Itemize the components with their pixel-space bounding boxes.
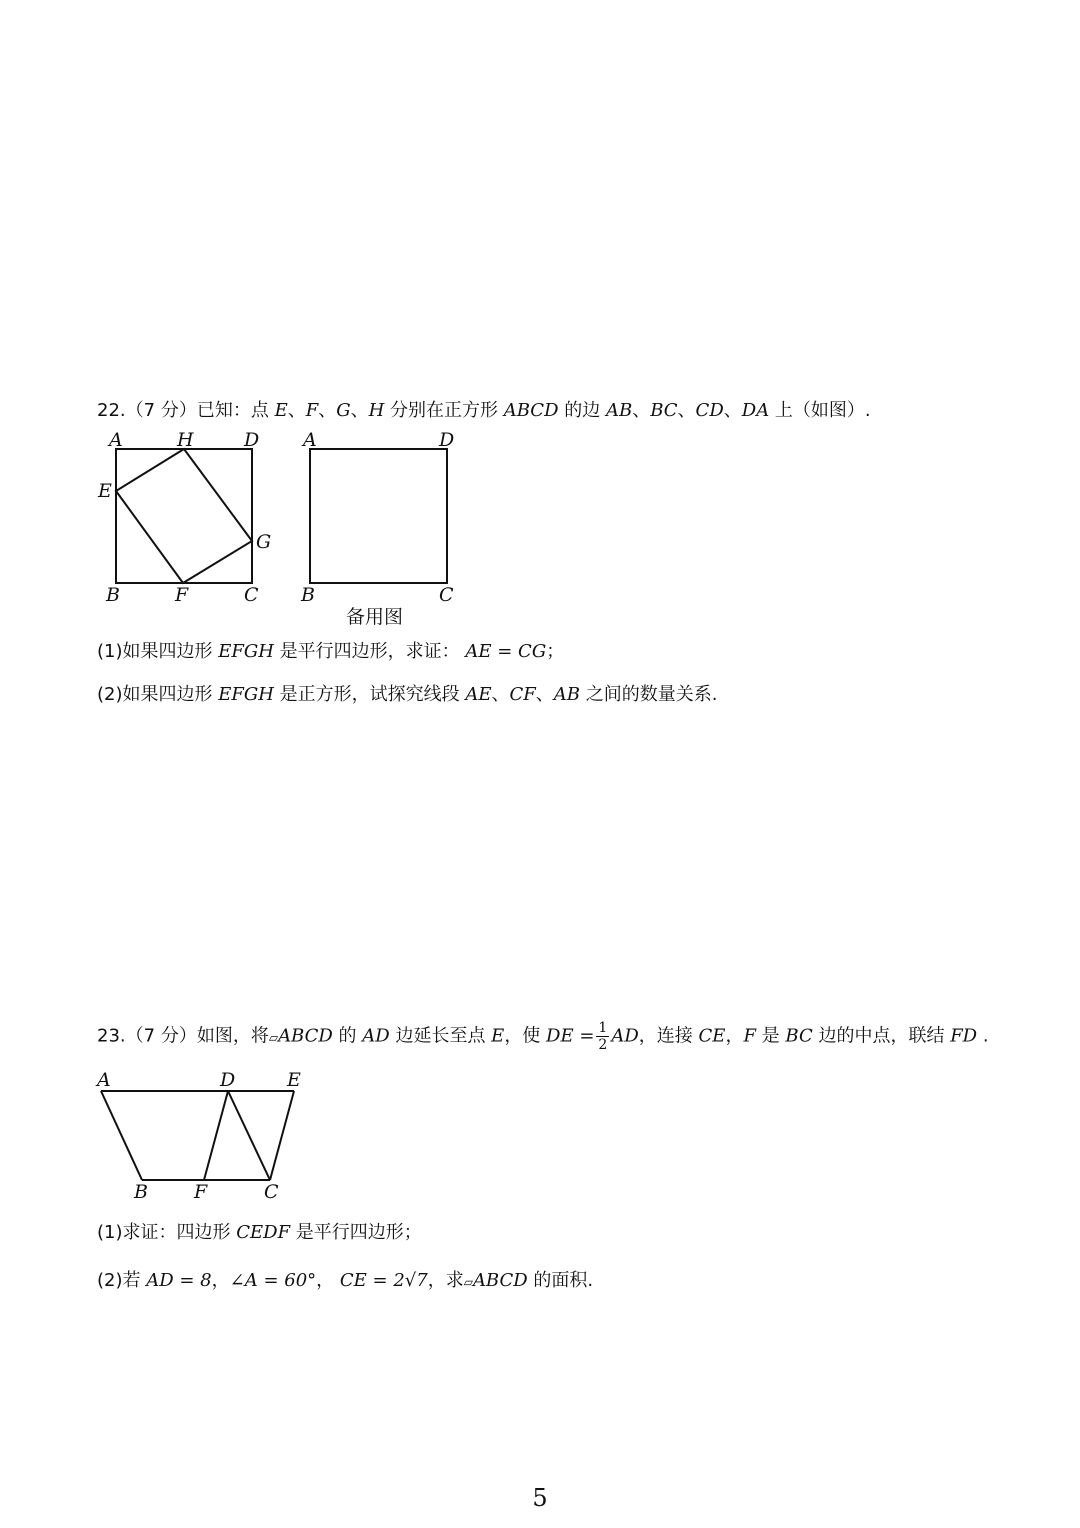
q23-part1: (1)求证：四边形 CEDF 是平行四边形；: [97, 1222, 422, 1243]
label-f: F: [175, 584, 189, 606]
segment-f-d: [204, 1091, 228, 1180]
square-abcd-backup: [310, 449, 447, 583]
label-b: B: [106, 584, 120, 606]
label-a: A: [109, 429, 123, 451]
q22-figure-backup: [290, 425, 470, 630]
q22-figure-main: [90, 425, 290, 610]
q23-part2: (2)若 AD = 8，∠A = 60°， CE = 2√7，求▱ABCD 的面积.: [97, 1270, 594, 1291]
q22-stem: 22.（7 分）已知：点 E、F、G、H 分别在正方形 ABCD 的边 AB、BC、CD、DA 上（如图）.: [97, 400, 871, 421]
segment-c-e: [270, 1091, 294, 1180]
label-e: E: [98, 480, 112, 502]
q22-part2: (2)如果四边形 EFGH 是正方形，试探究线段 AE、CF、AB 之间的数量关系.: [97, 684, 718, 705]
fraction-one-half: $\frac{1}{2}$: [598, 1020, 608, 1053]
q23-figure: [90, 1062, 320, 1207]
label-b: B: [134, 1181, 148, 1203]
page-number: 5: [532, 1484, 548, 1512]
parallelogram-symbol: ▱: [268, 1030, 279, 1045]
label-h: H: [177, 429, 194, 451]
label-e: E: [287, 1069, 301, 1091]
label-a: A: [303, 429, 317, 451]
label-f: F: [194, 1181, 208, 1203]
q23-stem: 23.（7 分）如图，将▱ABCD 的 AD 边延长至点 E，使 DE = $\frac{1}{2}$ AD，连接 CE，F 是 BC 边的中点，联结 FD .: [97, 1020, 989, 1053]
label-c: C: [244, 584, 259, 606]
segment-c-d: [228, 1091, 270, 1180]
segment-a-b: [101, 1091, 142, 1180]
label-d: D: [220, 1069, 236, 1091]
label-d: D: [244, 429, 260, 451]
label-c: C: [439, 584, 454, 606]
figure-caption: 备用图: [346, 606, 404, 628]
quadrilateral-efgh: [116, 449, 252, 583]
label-c: C: [264, 1181, 279, 1203]
parallelogram-symbol: ▱: [463, 1275, 473, 1289]
square-abcd: [116, 449, 252, 583]
q22-part1: (1)如果四边形 EFGH 是平行四边形，求证： AE = CG；: [97, 641, 565, 662]
label-g: G: [256, 531, 272, 553]
label-b: B: [301, 584, 315, 606]
label-d: D: [439, 429, 455, 451]
label-a: A: [97, 1069, 111, 1091]
